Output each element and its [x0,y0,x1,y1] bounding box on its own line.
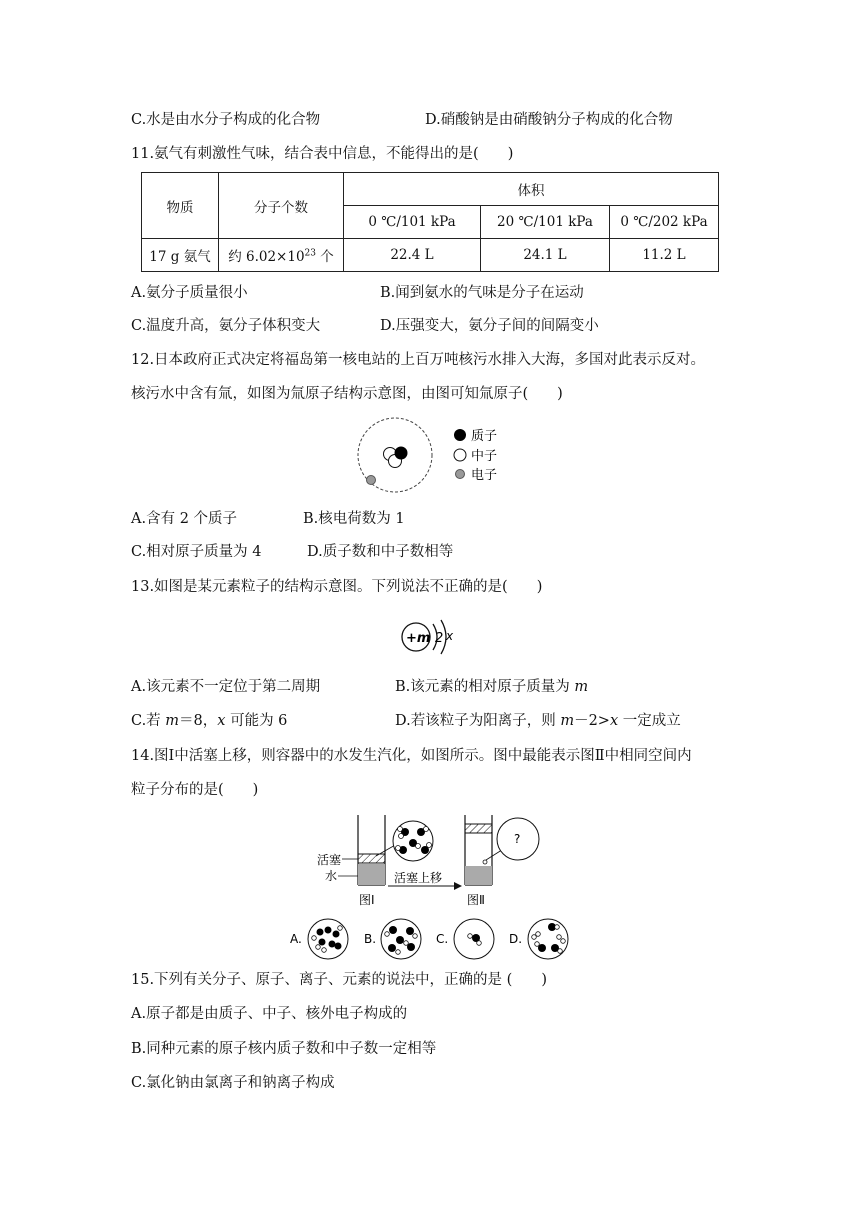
q13-option-b [395,677,588,697]
proton-dot [395,447,408,460]
q13-stem: 13.如图是某元素粒子的结构示意图。下列说法不正确的是( ) [131,579,543,595]
legend-neutron-label: 中子 [471,449,498,464]
variable-m: m [560,713,575,729]
legend-proton-label: 质子 [471,429,498,444]
q12-option-b: B.核电荷数为 1 [303,511,405,527]
nucleus-charge: +m [406,631,431,646]
q10-option-d: D.硝酸钠是由硝酸钠分子构成的化合物 [425,112,673,128]
q15-option-a: A.原子都是由质子、中子、核外电子构成的 [131,1006,408,1022]
legend-neutron-icon [454,449,466,461]
water-2 [465,866,492,885]
label-piston: 活塞 [317,853,342,867]
tritium-atom-diagram [355,415,515,495]
legend-electron-label: 电子 [471,468,498,483]
q13-option-d [395,711,681,731]
q15-stem: 15.下列有关分子、原子、离子、元素的说法中，正确的是 ( ) [131,972,547,988]
arrow-head-icon [454,882,462,890]
table-header-condition-3: 0 ℃/202 kPa [610,206,719,239]
q13-option-d-text: －2> [574,713,610,729]
q11-stem: 11.氨气有刺激性气味，结合表中信息，不能得出的是( ) [131,146,514,162]
q13-option-c-text: 可能为 6 [225,713,288,729]
table-header-substance: 物质 [142,173,219,239]
figure-2-label: 图Ⅱ [467,893,485,907]
q13-option-c [131,711,287,731]
q15-option-c: C.氯化钠由氯离子和钠离子构成 [131,1075,335,1091]
choice-b-circle [381,919,421,959]
table-cell-volume-1: 22.4 L [344,239,481,272]
q15-option-b: B.同种元素的原子核内质子数和中子数一定相等 [131,1041,437,1057]
q12-option-c: C.相对原子质量为 4 [131,544,262,560]
legend-proton-icon [454,429,466,441]
q12-stem-line1: 12.日本政府正式决定将福岛第一核电站的上百万吨核污水排入大海，多国对此表示反对。 [131,352,706,368]
q11-option-b: B.闻到氨水的气味是分子在运动 [380,285,584,301]
q13-option-d-text: D.若该粒子为阳离子，则 [395,713,561,729]
q12-option-d: D.质子数和中子数相等 [307,544,454,560]
q12-stem-line2: 核污水中含有氚，如图为氚原子结构示意图，由图可知氚原子( ) [131,386,563,402]
label-water: 水 [325,869,338,883]
count-suffix: 个 [316,249,334,265]
electron-dot [367,476,376,485]
question-mark: ? [514,832,521,846]
q11-option-d: D.压强变大，氨分子间的间隔变小 [380,318,599,334]
piston-vaporization-diagram [280,810,590,970]
figure-2-container [465,815,539,885]
choice-c-circle [454,919,494,959]
q14-stem-line1: 14.图Ⅰ中活塞上移，则容器中的水发生汽化，如图所示。图中最能表示图Ⅱ中相同空间内 [131,748,692,764]
q12-option-a: A.含有 2 个质子 [131,511,238,527]
choice-b-label: B. [364,932,377,946]
particle-structure-diagram [398,612,468,662]
shell1-electrons: 2 [435,631,444,646]
arrow-label: 活塞上移 [394,871,443,885]
count-exponent: 23 [304,248,316,259]
table-header-molecule-count: 分子个数 [219,173,344,239]
table-cell-volume-3: 11.2 L [610,239,719,272]
shell2-electrons: x [446,629,454,643]
q13-option-d-text: 一定成立 [618,713,681,729]
q13-option-a: A.该元素不一定位于第二周期 [131,679,321,695]
variable-m: m [165,713,180,729]
choice-a-label: A. [290,932,302,946]
choice-d-circle [528,919,568,959]
table-header-condition-1: 0 ℃/101 kPa [344,206,481,239]
figure-1-label: 图Ⅰ [359,893,375,907]
q11-option-a: A.氨分子质量很小 [131,285,248,301]
table-header-volume: 体积 [344,173,719,206]
q10-option-c: C.水是由水分子构成的化合物 [131,112,321,128]
choice-d-label: D. [509,932,523,946]
q14-stem-line2: 粒子分布的是( ) [131,782,259,798]
q13-option-b-text: B.该元素的相对原子质量为 [395,679,575,695]
water-1 [358,864,385,885]
table-cell-substance: 17 g 氨气 [142,239,219,272]
q11-option-c: C.温度升高，氨分子体积变大 [131,318,321,334]
table-header-condition-2: 20 ℃/101 kPa [481,206,610,239]
count-prefix: 约 6.02×10 [228,249,305,265]
table-cell-volume-2: 24.1 L [481,239,610,272]
q13-option-c-text: ＝8， [179,713,218,729]
choice-c-label: C. [436,932,449,946]
choice-a-circle [308,919,348,959]
piston-2 [465,824,492,833]
table-cell-molecule-count [219,239,344,272]
piston-1 [358,854,385,863]
q13-option-c-text: C.若 [131,713,166,729]
legend-electron-icon [456,470,465,479]
variable-m: m [574,679,589,695]
variable-x: x [609,713,619,729]
variable-x: x [217,713,226,729]
q11-data-table [141,172,719,272]
